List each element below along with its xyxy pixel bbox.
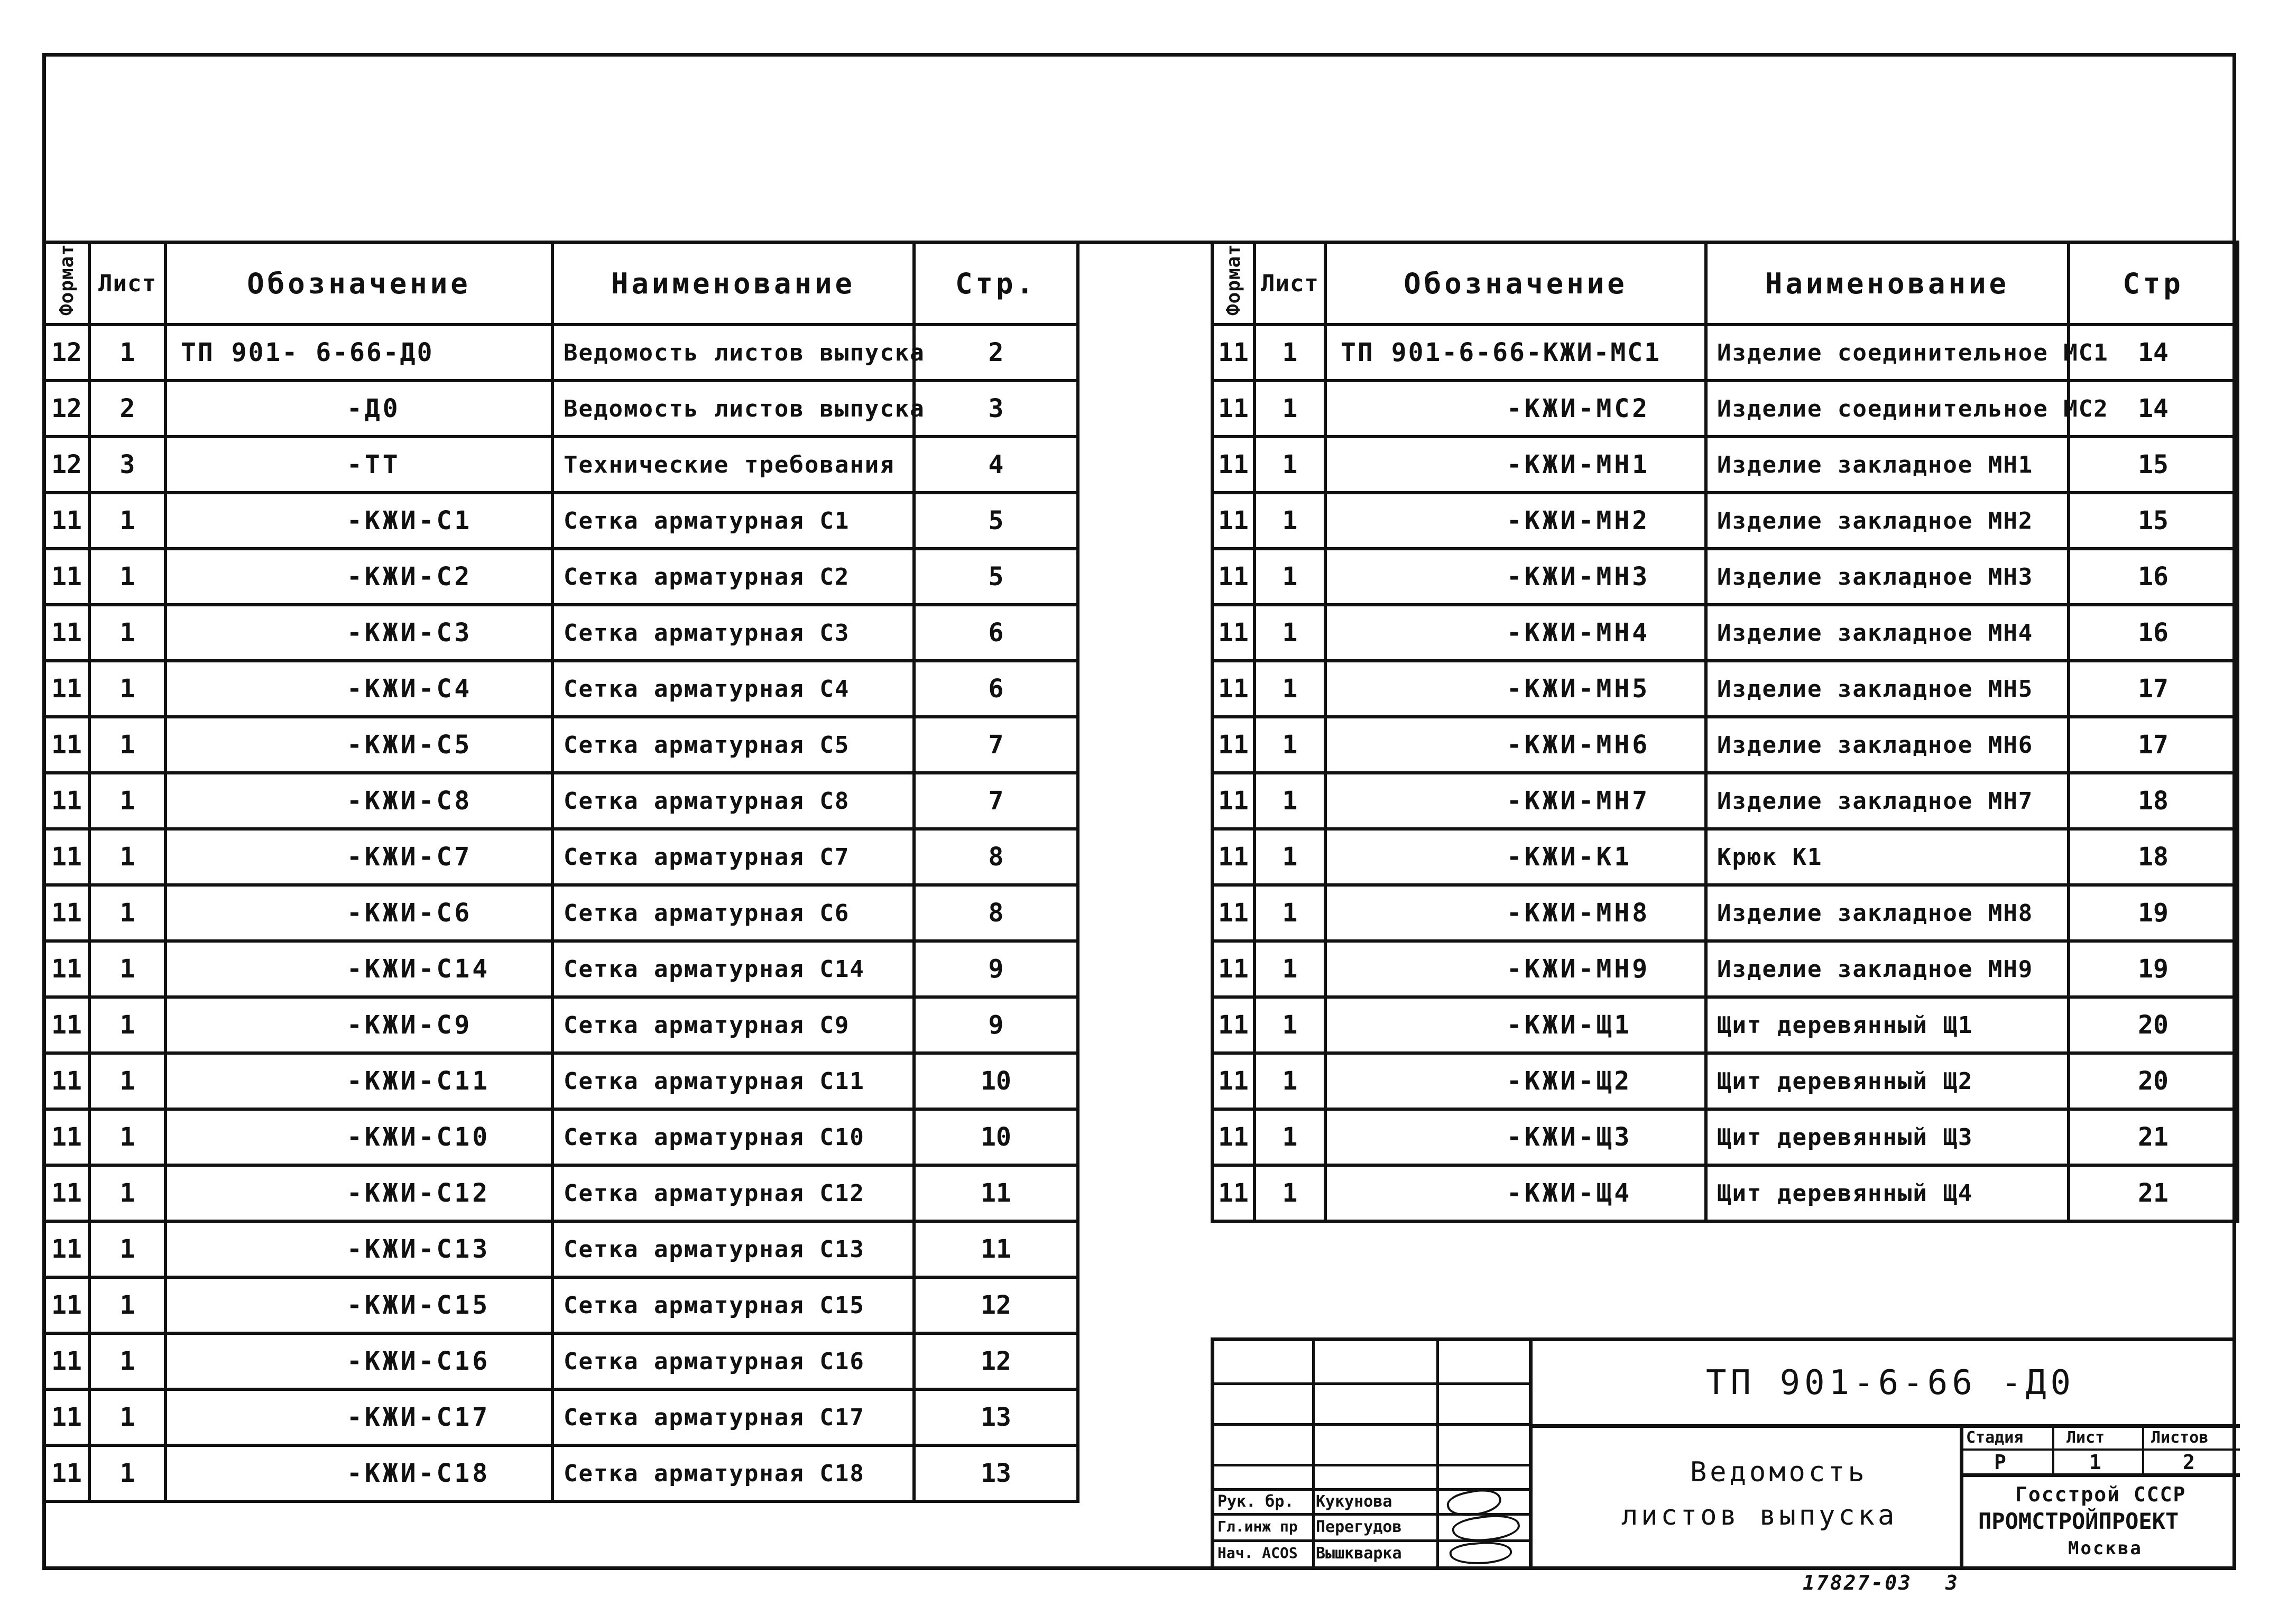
name-cell: Крюк К1 (1706, 829, 2069, 885)
format-cell: 11 (1212, 661, 1254, 717)
page-cell: 12 (914, 1277, 1078, 1333)
page-cell: 19 (2069, 941, 2238, 997)
name-cell: Изделие закладное МН6 (1706, 717, 2069, 773)
table-row (44, 437, 1078, 493)
left-sheet-list-table (42, 241, 1079, 1503)
page-cell: 5 (914, 493, 1078, 549)
name-cell: Изделие закладное МН9 (1706, 941, 2069, 997)
table-row (44, 717, 1078, 773)
sheet-number-cell: 1 (89, 325, 165, 381)
page-cell: 14 (2069, 325, 2238, 381)
name-cell: Щит деревянный Щ3 (1706, 1109, 2069, 1165)
name-cell: Технические требования (552, 437, 914, 493)
format-cell: 11 (1212, 829, 1254, 885)
table-row (44, 1445, 1078, 1501)
table-row (44, 549, 1078, 605)
sheet-number-cell: 1 (1254, 1165, 1325, 1221)
sheet-number-cell: 1 (89, 1389, 165, 1445)
designation-cell: ТП 901-6-66-КЖИ-МС1 (1325, 325, 1706, 381)
name-cell: Ведомость листов выпуска (552, 325, 914, 381)
header-format: Формат (44, 242, 89, 325)
sheets-label: Листов (2151, 1428, 2209, 1447)
designation-cell: -ТТ (165, 437, 552, 493)
table-row (44, 885, 1078, 941)
designation-cell: -КЖИ-С17 (165, 1389, 552, 1445)
designation-cell: -КЖИ-МН8 (1325, 885, 1706, 941)
format-cell: 11 (44, 829, 89, 885)
name-cell: Щит деревянный Щ1 (1706, 997, 2069, 1053)
page-cell: 18 (2069, 829, 2238, 885)
page-cell: 10 (914, 1053, 1078, 1109)
sheet-number-cell: 1 (1254, 1109, 1325, 1165)
format-cell: 11 (44, 941, 89, 997)
table-row (44, 605, 1078, 661)
sheet-number-cell: 1 (1254, 381, 1325, 437)
signature-person-2: Перегудов (1316, 1518, 1402, 1536)
sheet-number-cell: 1 (89, 997, 165, 1053)
page-cell: 4 (914, 437, 1078, 493)
name-cell: Сетка арматурная С13 (552, 1221, 914, 1277)
sheet-number-cell: 1 (89, 1333, 165, 1389)
format-cell: 11 (44, 1053, 89, 1109)
page-cell: 18 (2069, 773, 2238, 829)
format-cell: 11 (44, 1221, 89, 1277)
format-cell: 11 (44, 717, 89, 773)
sheet-number-cell: 1 (89, 661, 165, 717)
right-sheet-list-table (1211, 241, 2239, 1223)
designation-cell: -КЖИ-Щ4 (1325, 1165, 1706, 1221)
org-line1: Госстрой СССР (2015, 1483, 2186, 1506)
header-designation: Обозначение (1325, 242, 1706, 325)
name-cell: Сетка арматурная С6 (552, 885, 914, 941)
designation-cell: -КЖИ-С15 (165, 1277, 552, 1333)
page-cell: 20 (2069, 997, 2238, 1053)
page-number: 3 (1945, 1571, 1958, 1594)
page-cell: 7 (914, 773, 1078, 829)
table-row (1212, 773, 2238, 829)
sheet-number-cell: 1 (89, 549, 165, 605)
sheet-number-cell: 1 (1254, 717, 1325, 773)
page-cell: 13 (914, 1389, 1078, 1445)
archive-number: 17827-03 (1803, 1571, 1913, 1594)
table-row (44, 773, 1078, 829)
format-cell: 11 (44, 1277, 89, 1333)
page-cell: 6 (914, 605, 1078, 661)
format-cell: 11 (44, 549, 89, 605)
name-cell: Изделие закладное МН7 (1706, 773, 2069, 829)
sheet-number-cell: 1 (89, 717, 165, 773)
format-cell: 11 (44, 1389, 89, 1445)
table-row (1212, 1165, 2238, 1221)
sheet-number-cell: 2 (89, 381, 165, 437)
designation-cell: -КЖИ-С2 (165, 549, 552, 605)
format-cell: 11 (44, 1333, 89, 1389)
format-cell: 11 (44, 773, 89, 829)
title-block (1211, 1337, 2236, 1570)
doc-title-line2: листов выпуска (1621, 1500, 1898, 1531)
format-cell: 11 (44, 493, 89, 549)
sheet-number-cell: 1 (89, 605, 165, 661)
page-cell: 13 (914, 1445, 1078, 1501)
page-cell: 9 (914, 941, 1078, 997)
designation-cell: -КЖИ-К1 (1325, 829, 1706, 885)
format-cell: 11 (1212, 717, 1254, 773)
signature-role-2: Гл.инж пр (1217, 1518, 1298, 1535)
stage-label: Стадия (1966, 1428, 2024, 1447)
sheet-number-cell: 1 (1254, 885, 1325, 941)
format-cell: 12 (44, 437, 89, 493)
format-cell: 11 (1212, 325, 1254, 381)
page-cell: 21 (2069, 1165, 2238, 1221)
format-cell: 11 (1212, 605, 1254, 661)
format-cell: 11 (44, 605, 89, 661)
designation-cell: -КЖИ-МН4 (1325, 605, 1706, 661)
sheet-number-cell: 1 (1254, 1053, 1325, 1109)
header-sheet: Лист (1254, 242, 1325, 325)
sheet-value: 1 (2089, 1451, 2101, 1474)
table-row (1212, 381, 2238, 437)
name-cell: Сетка арматурная С14 (552, 941, 914, 997)
format-cell: 11 (1212, 941, 1254, 997)
sheet-number-cell: 1 (1254, 941, 1325, 997)
page-cell: 12 (914, 1333, 1078, 1389)
page-cell: 16 (2069, 549, 2238, 605)
name-cell: Сетка арматурная С18 (552, 1445, 914, 1501)
page-cell: 15 (2069, 437, 2238, 493)
page-cell: 10 (914, 1109, 1078, 1165)
doc-title-line1: Ведомость (1690, 1456, 1868, 1488)
name-cell: Сетка арматурная С8 (552, 773, 914, 829)
page-cell: 8 (914, 885, 1078, 941)
name-cell: Изделие соединительное МС1 (1706, 325, 2069, 381)
designation-cell: -КЖИ-Щ1 (1325, 997, 1706, 1053)
signature-person-3: Вышкварка (1316, 1544, 1402, 1563)
table-row (1212, 1109, 2238, 1165)
page-cell: 6 (914, 661, 1078, 717)
page-cell: 8 (914, 829, 1078, 885)
format-cell: 11 (1212, 1165, 1254, 1221)
designation-cell: -КЖИ-С9 (165, 997, 552, 1053)
name-cell: Изделие закладное МН4 (1706, 605, 2069, 661)
table-row (44, 493, 1078, 549)
format-cell: 11 (44, 661, 89, 717)
designation-cell: -КЖИ-МН5 (1325, 661, 1706, 717)
page-cell: 14 (2069, 381, 2238, 437)
designation-cell: -КЖИ-МН9 (1325, 941, 1706, 997)
name-cell: Изделие закладное МН8 (1706, 885, 2069, 941)
sheet-number-cell: 1 (1254, 661, 1325, 717)
name-cell: Сетка арматурная С4 (552, 661, 914, 717)
sheet-number-cell: 1 (1254, 829, 1325, 885)
name-cell: Сетка арматурная С3 (552, 605, 914, 661)
name-cell: Изделие закладное МН2 (1706, 493, 2069, 549)
designation-cell: -КЖИ-С13 (165, 1221, 552, 1277)
doc-code: ТП 901-6-66 -Д0 (1706, 1363, 2075, 1402)
sheet-number-cell: 1 (89, 1109, 165, 1165)
header-name: Наименование (552, 242, 914, 325)
format-cell: 11 (44, 1445, 89, 1501)
table-row (44, 997, 1078, 1053)
stage-value: Р (1994, 1451, 2006, 1474)
name-cell: Изделие закладное МН5 (1706, 661, 2069, 717)
page-cell: 5 (914, 549, 1078, 605)
table-row (1212, 885, 2238, 941)
table-row (1212, 941, 2238, 997)
table-row (1212, 549, 2238, 605)
page-cell: 3 (914, 381, 1078, 437)
sheet-number-cell: 1 (1254, 605, 1325, 661)
format-cell: 12 (44, 325, 89, 381)
designation-cell: -Д0 (165, 381, 552, 437)
designation-cell: -КЖИ-МН2 (1325, 493, 1706, 549)
sheet-number-cell: 1 (89, 1277, 165, 1333)
format-cell: 11 (1212, 1053, 1254, 1109)
designation-cell: -КЖИ-С14 (165, 941, 552, 997)
header-page: Стр. (914, 242, 1078, 325)
page-cell: 20 (2069, 1053, 2238, 1109)
format-cell: 11 (1212, 549, 1254, 605)
name-cell: Сетка арматурная С1 (552, 493, 914, 549)
format-cell: 11 (1212, 493, 1254, 549)
sheet-number-cell: 1 (1254, 493, 1325, 549)
table-row (44, 1221, 1078, 1277)
name-cell: Сетка арматурная С9 (552, 997, 914, 1053)
designation-cell: -КЖИ-С18 (165, 1445, 552, 1501)
table-row (44, 829, 1078, 885)
sheet-number-cell: 1 (1254, 325, 1325, 381)
name-cell: Сетка арматурная С11 (552, 1053, 914, 1109)
table-row (44, 1109, 1078, 1165)
name-cell: Сетка арматурная С10 (552, 1109, 914, 1165)
table-row (44, 381, 1078, 437)
table-row (1212, 325, 2238, 381)
designation-cell: -КЖИ-МН7 (1325, 773, 1706, 829)
org-line3: Москва (2068, 1538, 2143, 1559)
table-row (44, 1389, 1078, 1445)
page-cell: 11 (914, 1165, 1078, 1221)
format-cell: 11 (1212, 381, 1254, 437)
format-cell: 11 (1212, 885, 1254, 941)
format-cell: 11 (1212, 773, 1254, 829)
right-table-header (1212, 242, 2238, 325)
page-cell: 7 (914, 717, 1078, 773)
page-cell: 17 (2069, 717, 2238, 773)
designation-cell: -КЖИ-С8 (165, 773, 552, 829)
page-cell: 9 (914, 997, 1078, 1053)
sheets-value: 2 (2183, 1451, 2195, 1474)
designation-cell: -КЖИ-С10 (165, 1109, 552, 1165)
header-designation: Обозначение (165, 242, 552, 325)
designation-cell: -КЖИ-Щ2 (1325, 1053, 1706, 1109)
sheet-number-cell: 1 (89, 493, 165, 549)
signature-role-3: Нач. АСОS (1217, 1544, 1298, 1562)
table-row (44, 1053, 1078, 1109)
name-cell: Сетка арматурная С16 (552, 1333, 914, 1389)
table-row (44, 941, 1078, 997)
handwritten-signature-3 (1448, 1539, 1512, 1567)
name-cell: Сетка арматурная С2 (552, 549, 914, 605)
designation-cell: -КЖИ-МН3 (1325, 549, 1706, 605)
format-cell: 11 (1212, 997, 1254, 1053)
page-cell: 2 (914, 325, 1078, 381)
sheet-number-cell: 1 (89, 829, 165, 885)
designation-cell: -КЖИ-МС2 (1325, 381, 1706, 437)
sheet-number-cell: 1 (89, 1053, 165, 1109)
header-name: Наименование (1706, 242, 2069, 325)
name-cell: Щит деревянный Щ4 (1706, 1165, 2069, 1221)
header-format: Формат (1212, 242, 1254, 325)
designation-cell: ТП 901- 6-66-Д0 (165, 325, 552, 381)
designation-cell: -КЖИ-С4 (165, 661, 552, 717)
sheet-number-cell: 1 (1254, 437, 1325, 493)
sheet-number-cell: 1 (1254, 997, 1325, 1053)
page-cell: 19 (2069, 885, 2238, 941)
table-row (1212, 437, 2238, 493)
table-row (44, 325, 1078, 381)
page-cell: 17 (2069, 661, 2238, 717)
designation-cell: -КЖИ-С7 (165, 829, 552, 885)
org-line2: ПРОМСТРОЙПРОЕКТ (1978, 1508, 2179, 1534)
signature-role-1: Рук. бр. (1217, 1492, 1294, 1511)
format-cell: 11 (44, 1109, 89, 1165)
header-sheet: Лист (89, 242, 165, 325)
designation-cell: -КЖИ-С5 (165, 717, 552, 773)
name-cell: Изделие соединительное МС2 (1706, 381, 2069, 437)
name-cell: Сетка арматурная С15 (552, 1277, 914, 1333)
sheet-number-cell: 1 (89, 1165, 165, 1221)
table-row (1212, 605, 2238, 661)
sheet-number-cell: 1 (89, 773, 165, 829)
designation-cell: -КЖИ-С11 (165, 1053, 552, 1109)
designation-cell: -КЖИ-С12 (165, 1165, 552, 1221)
name-cell: Сетка арматурная С5 (552, 717, 914, 773)
sheet-number-cell: 1 (1254, 549, 1325, 605)
designation-cell: -КЖИ-С6 (165, 885, 552, 941)
sheet-number-cell: 1 (1254, 773, 1325, 829)
name-cell: Сетка арматурная С7 (552, 829, 914, 885)
name-cell: Изделие закладное МН3 (1706, 549, 2069, 605)
designation-cell: -КЖИ-С16 (165, 1333, 552, 1389)
format-cell: 11 (44, 997, 89, 1053)
table-row (1212, 717, 2238, 773)
sheet-number-cell: 1 (89, 885, 165, 941)
table-row (44, 661, 1078, 717)
sheet-label: Лист (2066, 1428, 2105, 1447)
designation-cell: -КЖИ-Щ3 (1325, 1109, 1706, 1165)
sheet-number-cell: 1 (89, 1221, 165, 1277)
table-row (1212, 1053, 2238, 1109)
format-cell: 11 (44, 1165, 89, 1221)
designation-cell: -КЖИ-С3 (165, 605, 552, 661)
table-row (44, 1277, 1078, 1333)
designation-cell: -КЖИ-МН1 (1325, 437, 1706, 493)
table-row (1212, 997, 2238, 1053)
page-cell: 15 (2069, 493, 2238, 549)
table-row (1212, 829, 2238, 885)
left-table-header (44, 242, 1078, 325)
name-cell: Сетка арматурная С12 (552, 1165, 914, 1221)
designation-cell: -КЖИ-МН6 (1325, 717, 1706, 773)
page-cell: 21 (2069, 1109, 2238, 1165)
name-cell: Изделие закладное МН1 (1706, 437, 2069, 493)
page-cell: 11 (914, 1221, 1078, 1277)
page-cell: 16 (2069, 605, 2238, 661)
table-row (44, 1333, 1078, 1389)
table-row (1212, 493, 2238, 549)
format-cell: 11 (1212, 1109, 1254, 1165)
name-cell: Ведомость листов выпуска (552, 381, 914, 437)
format-cell: 11 (1212, 437, 1254, 493)
name-cell: Щит деревянный Щ2 (1706, 1053, 2069, 1109)
format-cell: 11 (44, 885, 89, 941)
signature-person-1: Кукунова (1316, 1492, 1392, 1511)
header-page: Стр (2069, 242, 2238, 325)
table-row (44, 1165, 1078, 1221)
format-cell: 12 (44, 381, 89, 437)
sheet-number-cell: 3 (89, 437, 165, 493)
table-row (1212, 661, 2238, 717)
sheet-number-cell: 1 (89, 941, 165, 997)
sheet-number-cell: 1 (89, 1445, 165, 1501)
designation-cell: -КЖИ-С1 (165, 493, 552, 549)
name-cell: Сетка арматурная С17 (552, 1389, 914, 1445)
